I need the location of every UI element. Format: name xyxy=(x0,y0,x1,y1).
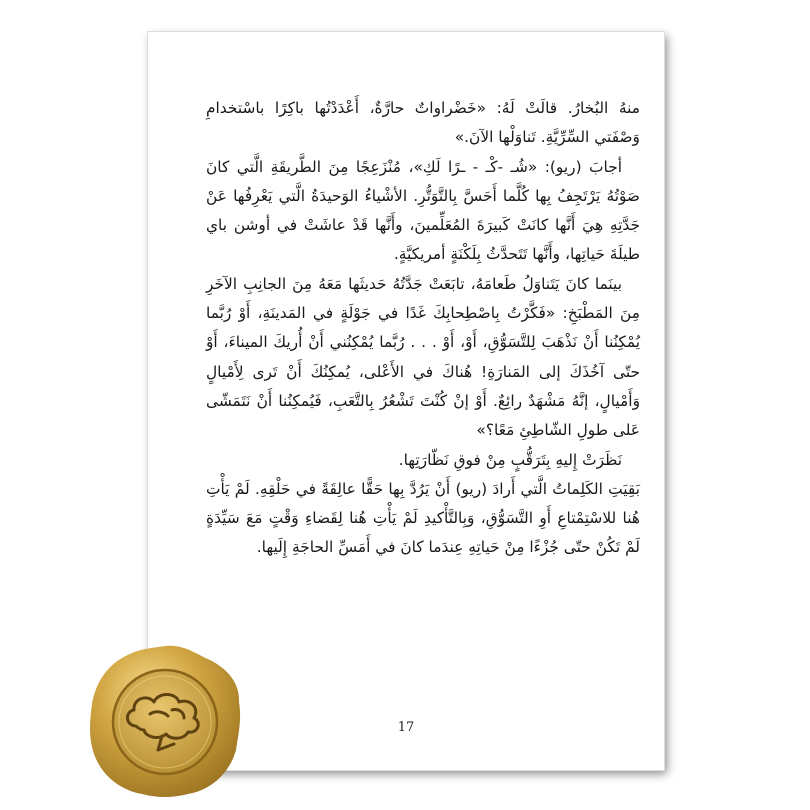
page-number: 17 xyxy=(397,720,415,735)
paragraph-1: منهُ البُخارُ. قالَتْ لَهُ: «خَضْراواتٌ حارَّةٌ، أَعْدَدْتُها باكِرًا باسْتخدامِ وَصْفَتي السِّرِّيَّةِ. تَناوَلْها الآنَ.» xyxy=(206,99,640,147)
paragraph-2: أجابَ (ريو): «شُـ -كْـ - ـرًا لَكِ»، مُنْزَعِجًا مِنَ الطَّريقَةِ الَّتي كانَ صَوْتُهُ يَرْتَجِفُ بِها كُلَّما أَحَسَّ بِالتَّوَتُّرِ. الأشْياءُ الوَحيدَةُ الَّتي يَعْرِفُها عَنْ جَدَّتِهِ هِيَ أَنَّها كانَتْ كَبيرَةَ المُعَلِّمينَ، وأَنَّها قَدْ عاشَتْ في أوشن باي طيلَةَ حَياتِها، وأَنَّها تَتَحدَّثُ بِلَكْنَةٍ أمريكيَّةٍ. xyxy=(206,157,640,264)
wax-seal xyxy=(84,640,246,802)
page-text xyxy=(206,94,640,563)
paragraph-5: بَقِيَتِ الكَلِماتُ الَّتي أَرادَ (ريو) أَنْ يَرُدَّ بِها حَقًّا عالِقَةً في حَلْقِهِ. لَمْ يَأْتِ هُنا للاسْتِمْتاعِ أَوِ التَّسَوُّقِ، وَبِالتَّأْكيدِ لَمْ يَأْتِ هُنا لِقَضاءِ وَقْتٍ مَعَ سَيِّدَةٍ لَمْ تَكُنْ حتّى جُزْءًا مِنْ حَياتِهِ عِندَما كانَ في أَمَسِّ الحاجَةِ إِلَيها. xyxy=(206,479,640,557)
paragraph-3: بينَما كانَ يَتَناوَلُ طَعامَهُ، تابَعَتْ جَدَّتُهُ حَديثَها مَعَهُ مِنَ الجانِبِ الآخَرِ مِنَ المَطْبَخِ: «فَكَّرْتُ بِاصْطِحابِكَ غَدًا في جَوْلَةٍ في المَدينَةِ، أَوْ رُبَّما يُمْكِنُنا أَنْ نَذْهَبَ لِلتَّسَوُّقِ، أَوْ، أَوْ . . . رُبَّما يُمْكِنُني أَنْ أُريكَ الميناءَ، أَوْ حتّى آخُذَكَ إلى المَنارَةِ! هُناكَ في الأَعْلى، يُمكِنُكَ أَنْ تَرى لِأَمْيالٍ وَأَمْيالٍ، إنَّهُ مَشْهَدٌ رائِعٌ. أَوْ إنْ كُنْتَ تَشْعُرُ بِالتَّعَبِ، فَيُمكِنُنا أَنْ نَتَمَشّى عَلى طولِ الشّاطِئِ مَعًا؟» xyxy=(206,274,640,440)
paragraph-4: نَظَرَتْ إِليهِ بِتَرَقُّبٍ مِنْ فوقِ نَظّارَتِها. xyxy=(398,450,622,469)
